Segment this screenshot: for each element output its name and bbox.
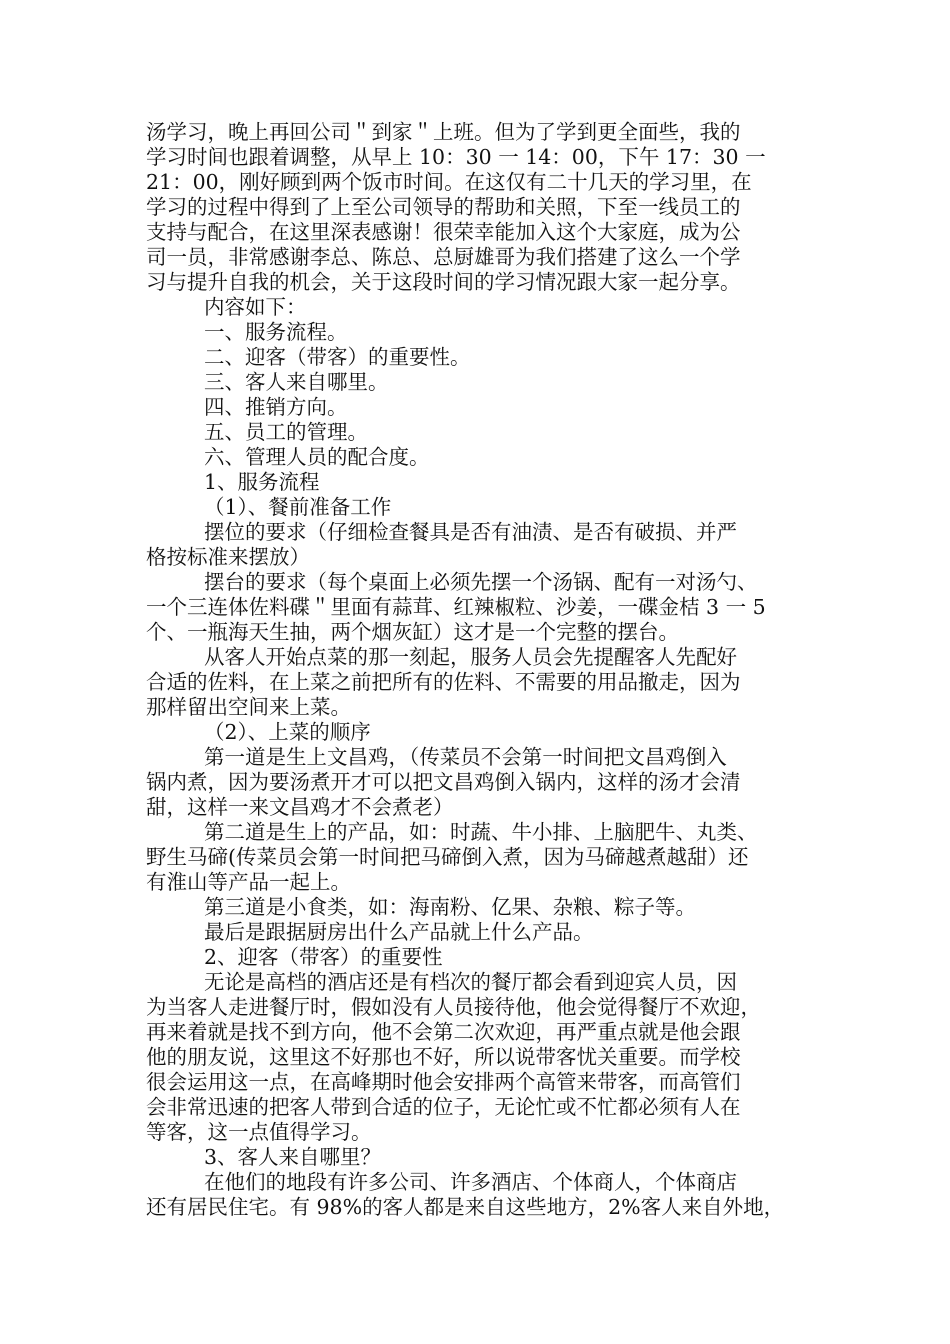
text-line: 第三道是小食类，如：海南粉、亿果、杂粮、粽子等。 — [204, 895, 696, 919]
text-line: 学习时间也跟着调整，从早上 10：30 一 14：00，下午 17：30 一 — [146, 145, 766, 169]
text-line: 为当客人走进餐厅时，假如没有人员接待他，他会觉得餐厅不欢迎， — [146, 995, 761, 1019]
text-line: 那样留出空间来上菜。 — [146, 695, 351, 719]
list-item: 二、迎客（带客）的重要性。 — [204, 345, 471, 369]
text-line: 一个三连体佐料碟＂里面有蒜茸、红辣椒粒、沙姜，一碟金桔 3 一 5 — [146, 595, 766, 619]
text-line: 很会运用这一点，在高峰期时他会安排两个高管来带客，而高管们 — [146, 1070, 741, 1094]
text-line: 野生马碲(传菜员会第一时间把马碲倒入煮，因为马碲越煮越甜）还 — [146, 845, 749, 869]
list-item: 六、管理人员的配合度。 — [204, 445, 430, 469]
text-line: 他的朋友说，这里这不好那也不好，所以说带客忧关重要。而学校 — [146, 1045, 741, 1069]
text-line: 习与提升自我的机会，关于这段时间的学习情况跟大家一起分享。 — [146, 270, 741, 294]
text-line: 最后是跟据厨房出什么产品就上什么产品。 — [204, 920, 594, 944]
list-item: 三、客人来自哪里。 — [204, 370, 389, 394]
subsection-heading: （1）、餐前准备工作 — [204, 495, 392, 519]
list-item: 一、服务流程。 — [204, 320, 348, 344]
text-line: 甜，这样一来文昌鸡才不会煮老） — [146, 795, 454, 819]
text-line: 个、一瓶海天生抽，两个烟灰缸）这才是一个完整的摆台。 — [146, 620, 679, 644]
document-page — [146, 120, 826, 1220]
text-line: 摆台的要求（每个桌面上必须先摆一个汤锅、配有一对汤勺、 — [204, 570, 758, 594]
text-line: 内容如下： — [204, 295, 307, 319]
text-line: 支持与配合，在这里深表感谢！很荣幸能加入这个大家庭，成为公 — [146, 220, 741, 244]
text-line: 从客人开始点菜的那一刻起，服务人员会先提醒客人先配好 — [204, 645, 737, 669]
text-line: 第二道是生上的产品，如：时蔬、牛小排、上脑肥牛、丸类、 — [204, 820, 758, 844]
text-line: 等客，这一点值得学习。 — [146, 1120, 372, 1144]
list-item: 四、推销方向。 — [204, 395, 348, 419]
section-heading: 3、客人来自哪里？ — [204, 1145, 382, 1169]
text-line: 汤学习，晚上再回公司＂到家＂上班。但为了学到更全面些，我的 — [146, 120, 741, 144]
section-heading: 2、迎客（带客）的重要性 — [204, 945, 443, 969]
section-heading: 1、服务流程 — [204, 470, 320, 494]
text-line: 21：00，刚好顾到两个饭市时间。在这仅有二十几天的学习里，在 — [146, 170, 752, 194]
text-line: 摆位的要求（仔细检查餐具是否有油渍、是否有破损、并严 — [204, 520, 737, 544]
text-line: 会非常迅速的把客人带到合适的位子，无论忙或不忙都必须有人在 — [146, 1095, 741, 1119]
text-line: 有淮山等产品一起上。 — [146, 870, 351, 894]
text-line: 合适的佐料，在上菜之前把所有的佐料、不需要的用品撤走，因为 — [146, 670, 741, 694]
subsection-heading: （2）、上菜的顺序 — [204, 720, 371, 744]
text-line: 司一员，非常感谢李总、陈总、总厨雄哥为我们搭建了这么一个学 — [146, 245, 741, 269]
text-line: 无论是高档的酒店还是有档次的餐厅都会看到迎宾人员，因 — [204, 970, 737, 994]
text-line: 锅内煮，因为要汤煮开才可以把文昌鸡倒入锅内，这样的汤才会清 — [146, 770, 741, 794]
text-line: 还有居民住宅。有 98%的客人都是来自这些地方，2%客人来自外地， — [146, 1195, 785, 1219]
text-line: 第一道是生上文昌鸡，（传菜员不会第一时间把文昌鸡倒入 — [204, 745, 727, 769]
text-line: 学习的过程中得到了上至公司领导的帮助和关照，下至一线员工的 — [146, 195, 741, 219]
text-line: 再来着就是找不到方向，他不会第二次欢迎，再严重点就是他会跟 — [146, 1020, 741, 1044]
text-line: 在他们的地段有许多公司、许多酒店、个体商人，个体商店 — [204, 1170, 737, 1194]
text-line: 格按标准来摆放） — [146, 545, 310, 569]
list-item: 五、员工的管理。 — [204, 420, 368, 444]
